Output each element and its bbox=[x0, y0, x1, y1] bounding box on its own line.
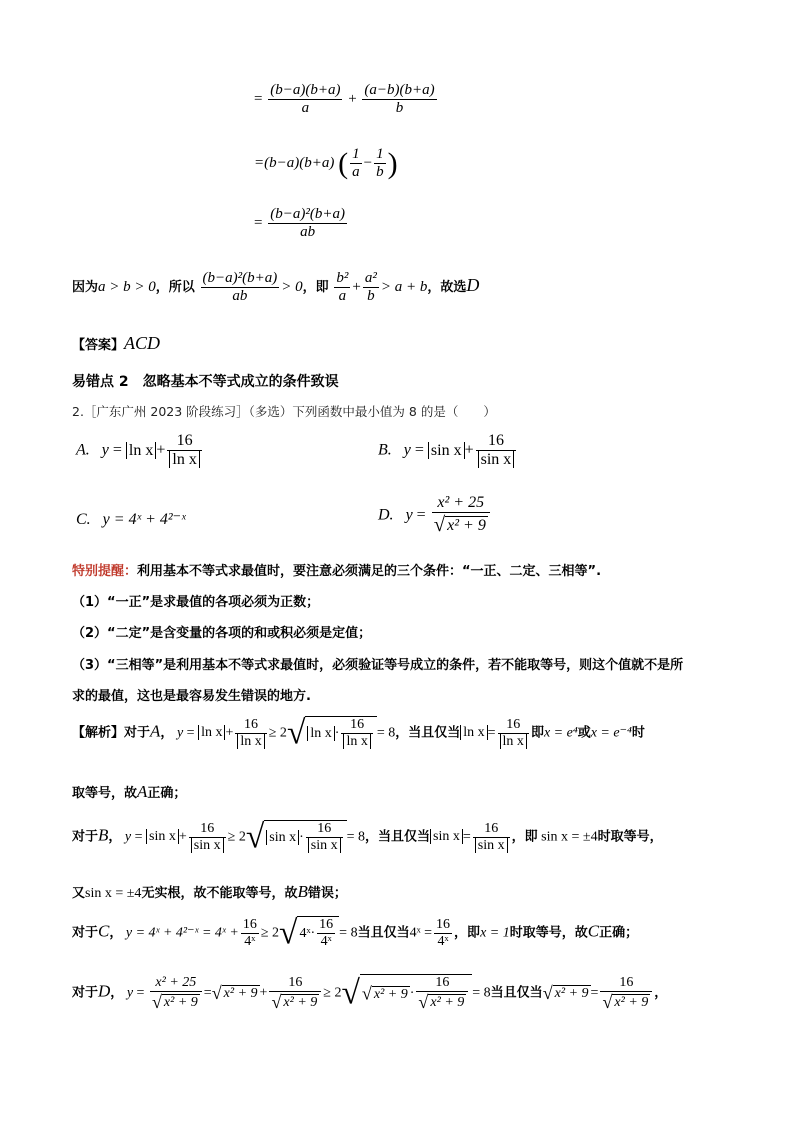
expr: =(b−a)(b+a) bbox=[254, 155, 335, 172]
frac-numerator: 16 bbox=[317, 917, 335, 934]
frac-denominator: sin x bbox=[478, 451, 515, 468]
frac-numerator: 1 bbox=[374, 146, 386, 164]
frac-denominator: sin x bbox=[475, 838, 508, 853]
solution-c: 对于C， y = 4ˣ + 4²⁻ˣ = 4ˣ + $\frac{16}{\text{4ˣ}}$ ≥ 2√ 4ˣ· $\frac{16}{\text{4ˣ}}$ = 8当且仅当4ˣ = $\frac{16}{\text{4ˣ}}$ ，即x = 1时取等号，故C正确； bbox=[72, 914, 639, 952]
text: 正确； bbox=[599, 925, 639, 941]
text: > 0 bbox=[281, 279, 303, 296]
expr: sin x = ±4 bbox=[85, 886, 142, 901]
derivation-line-2: =(b−a)(b+a) ( $\frac{1}{a}$ − $\frac{1}{b}$ ) bbox=[254, 146, 398, 181]
frac-denominator: 4ˣ bbox=[244, 933, 256, 949]
tip-label: 特别提醒： bbox=[72, 564, 138, 579]
text: 对于 bbox=[72, 925, 99, 941]
frac-numerator: 16 bbox=[434, 917, 452, 934]
expr: x² + 9 bbox=[223, 986, 258, 1002]
question-stem: 2.［广东广州 2023 阶段练习］（多选）下列函数中最小值为 8 的是（ ） bbox=[72, 404, 496, 419]
solution-a-end bbox=[72, 782, 186, 802]
tip-item-3a: （3）“三相等”是利用基本不等式求最值时，必须验证等号成立的条件，若不能取等号，则这个值就不是所 bbox=[72, 658, 684, 673]
text: > a + b bbox=[380, 279, 428, 296]
frac-numerator: x² + 25 bbox=[150, 975, 202, 992]
tip-item-1: （1）“一正”是求最值的各项必须为正数； bbox=[72, 595, 320, 610]
frac-numerator: 16 bbox=[416, 975, 468, 992]
frac-denominator: sin x bbox=[191, 838, 224, 853]
frac-denominator: x² + 9 bbox=[447, 516, 486, 534]
text: 当且仅当 bbox=[357, 925, 410, 941]
text: 时 bbox=[631, 725, 645, 741]
text: 对于 bbox=[124, 725, 151, 741]
text: 错误； bbox=[307, 886, 347, 901]
frac-denominator: x² + 9 bbox=[430, 995, 465, 1011]
answer-label: 【答案】 bbox=[72, 338, 125, 353]
text: 对于 bbox=[72, 829, 99, 845]
frac-numerator: 16 bbox=[306, 821, 343, 838]
abs-expr: sin x bbox=[146, 829, 179, 844]
text: ，所以 bbox=[155, 280, 195, 296]
derivation-line-3: = $\frac{\text{(b−a)²(b+a)}}{ab}$ bbox=[254, 206, 345, 241]
text: ，当且仅当 bbox=[365, 829, 431, 845]
text: 无实根，故不能取等号，故 bbox=[141, 886, 298, 901]
abs-expr: sin x bbox=[428, 442, 465, 459]
frac-denominator: 4ˣ bbox=[320, 934, 332, 950]
frac-numerator: (b−a)²(b+a) bbox=[268, 206, 347, 224]
text: 对于 bbox=[72, 985, 99, 1001]
text: 正确； bbox=[147, 786, 187, 801]
frac-denominator: ab bbox=[300, 224, 316, 241]
option-b: B. y = sin x + $\frac{16}{\text{sin x}}$ bbox=[378, 432, 518, 470]
frac-numerator: (b−a)(b+a) bbox=[268, 82, 342, 100]
frac-denominator: a bbox=[352, 164, 360, 181]
solution-a: 【解析】对于A， y = ln x + $\frac{16}{\text{ln x}}$ ≥ 2√ ln x · $\frac{16}{\text{ln x}}$ = 8，当且仅当 ln x = $\frac{16}{\text{ln x}}$ 即x = e⁴或x = e⁻⁴时 bbox=[72, 714, 645, 752]
expr: x² + 9 bbox=[373, 986, 408, 1002]
choice: D bbox=[466, 275, 480, 296]
frac-numerator: b² bbox=[334, 270, 350, 288]
frac-numerator: x² + 25 bbox=[432, 494, 490, 513]
frac-denominator: b bbox=[376, 164, 384, 181]
answer-value: ACD bbox=[124, 333, 161, 353]
tip-text: 利用基本不等式求最值时，要注意必须满足的三个条件：“一正、二定、三相等”. bbox=[137, 564, 602, 579]
tip-item-3b: 求的最值，这也是最容易发生错误的地方. bbox=[72, 689, 311, 704]
text: = 8 bbox=[376, 725, 396, 741]
option-label: A. bbox=[76, 441, 90, 459]
frac-denominator: b bbox=[367, 288, 375, 305]
frac-numerator: 16 bbox=[473, 821, 510, 838]
option-ref: A bbox=[150, 721, 161, 741]
tip-item-2: （2）“二定”是含变量的各项的和或积必须是定值； bbox=[72, 626, 372, 641]
text: ，故选 bbox=[427, 280, 467, 296]
text: 因为 bbox=[72, 280, 99, 296]
abs-expr: sin x bbox=[430, 829, 463, 844]
frac-numerator: 16 bbox=[167, 432, 201, 451]
option-ref: A bbox=[137, 782, 148, 801]
frac-denominator: a bbox=[338, 288, 347, 305]
frac-denominator: x² + 9 bbox=[614, 994, 649, 1010]
conclusion-line: 因为a > b > 0，所以 $\frac{\text{(b−a)²(b+a)}}{ab}$ > 0，即 $\frac{\text{b²}}{a}$ + $\frac{\text{a²}}{b}$ > a + b，故选D bbox=[72, 270, 480, 305]
frac-denominator: a bbox=[301, 100, 310, 117]
option-d: D. y = $\frac{\text{x² + 25}}{\text{√ x² + 9}}$ bbox=[378, 494, 492, 537]
frac-numerator: 16 bbox=[341, 717, 372, 734]
frac-numerator: 16 bbox=[498, 717, 529, 734]
abs-expr: sin x bbox=[266, 830, 299, 845]
answer-line bbox=[72, 333, 160, 354]
section-title: 易错点 2 忽略基本不等式成立的条件致误 bbox=[72, 374, 339, 390]
expr: x = 1 bbox=[480, 925, 510, 941]
text: 取等号，故 bbox=[72, 786, 138, 801]
frac-numerator: 16 bbox=[476, 432, 517, 451]
frac-denominator: ln x bbox=[343, 734, 370, 749]
text: ，当且仅当 bbox=[395, 725, 461, 741]
solution-d: 对于D， y = $\frac{\text{x² + 25}}{\text{√ x² + 9}}$ =√ x² + 9 + $\frac{16}{\text{√ x² + 9}}$ ≥ 2√ √ x² + 9 · $\frac{16}{\text{√ x² + 9}}$ = 8当且仅当√ x² + 9 = $\frac{16}{\text{√ x² + 9}}$ ， bbox=[72, 974, 668, 1013]
frac-denominator: ln x bbox=[169, 451, 199, 468]
tip-line bbox=[72, 560, 601, 579]
frac-numerator: 16 bbox=[189, 821, 226, 838]
text: = 8 bbox=[346, 829, 366, 845]
frac-denominator: 4ˣ bbox=[437, 933, 449, 949]
text: ≥ 2 bbox=[323, 985, 342, 1001]
solution-b-end bbox=[72, 882, 347, 902]
solution-b: 对于B， y = sin x + $\frac{16}{\text{sin x}}$ ≥ 2√ sin x · $\frac{16}{\text{sin x}}$ = 8，当且仅当 sin x = $\frac{16}{\text{sin x}}$ ，即 sin x = ±4时取等号， bbox=[72, 818, 663, 856]
expr: x = e⁻⁴ bbox=[590, 725, 632, 741]
abs-expr: ln x bbox=[307, 726, 334, 741]
text: ≥ 2 bbox=[227, 829, 246, 845]
text: = 8 bbox=[472, 985, 491, 1001]
solution-label: 【解析】 bbox=[72, 725, 125, 741]
text: ≥ 2 bbox=[260, 925, 280, 941]
frac-denominator: x² + 9 bbox=[283, 994, 318, 1010]
frac-numerator: 16 bbox=[235, 717, 266, 734]
option-label: B. bbox=[378, 441, 392, 459]
text: 时取等号， bbox=[597, 829, 663, 845]
frac-numerator: (b−a)²(b+a) bbox=[201, 270, 280, 288]
frac-numerator: a² bbox=[363, 270, 379, 288]
option-expr: y = 4ˣ + 4²⁻ˣ bbox=[102, 511, 186, 528]
text: 时取等号，故 bbox=[509, 925, 588, 941]
text: ，即 bbox=[511, 829, 538, 845]
expr: x² + 9 bbox=[554, 986, 589, 1002]
option-ref: C bbox=[587, 921, 600, 941]
abs-expr: ln x bbox=[198, 725, 225, 740]
option-ref: C bbox=[98, 921, 110, 941]
text: 即 bbox=[530, 725, 544, 741]
option-ref: D bbox=[98, 981, 111, 1001]
frac-numerator: 16 bbox=[269, 975, 321, 992]
frac-denominator: ln x bbox=[500, 734, 527, 749]
frac-denominator: ab bbox=[232, 288, 248, 305]
frac-numerator: 16 bbox=[600, 975, 652, 992]
text: ，即 bbox=[454, 925, 481, 941]
expr: y = 4ˣ + 4²⁻ˣ = 4ˣ + bbox=[125, 925, 239, 941]
option-label: C. bbox=[76, 511, 91, 528]
text: = 8 bbox=[339, 925, 358, 941]
frac-numerator: 16 bbox=[241, 917, 259, 934]
option-label: D. bbox=[378, 506, 394, 524]
derivation-line-1: = $\frac{(b-a)(b+a)}{a}$ + $\frac{(a-b)(b+a)}{b}$ bbox=[254, 82, 435, 117]
expr: 4ˣ = bbox=[409, 925, 433, 941]
expr: x = e⁴ bbox=[543, 725, 578, 741]
frac-denominator: b bbox=[395, 100, 404, 117]
condition: a > b > 0 bbox=[98, 279, 156, 296]
text: 当且仅当 bbox=[490, 985, 543, 1001]
frac-denominator: x² + 9 bbox=[163, 994, 198, 1010]
frac-numerator: (a−b)(b+a) bbox=[362, 82, 436, 100]
text: ，即 bbox=[302, 280, 329, 296]
frac-numerator: 1 bbox=[350, 146, 362, 164]
text: ≥ 2 bbox=[268, 725, 287, 741]
frac-denominator: ln x bbox=[237, 734, 264, 749]
option-ref: B bbox=[98, 825, 109, 845]
text: 或 bbox=[577, 725, 591, 741]
option-a: A. y = ln x + $\frac{16}{\text{ln x}}$ bbox=[76, 432, 204, 470]
abs-expr: ln x bbox=[126, 442, 156, 459]
option-ref: B bbox=[297, 882, 308, 901]
expr: 4ˣ bbox=[299, 925, 311, 941]
abs-expr: ln x bbox=[460, 725, 487, 740]
expr: sin x = ±4 bbox=[541, 829, 598, 845]
option-c bbox=[76, 509, 186, 529]
text: 又 bbox=[72, 886, 86, 901]
frac-denominator: sin x bbox=[308, 838, 341, 853]
